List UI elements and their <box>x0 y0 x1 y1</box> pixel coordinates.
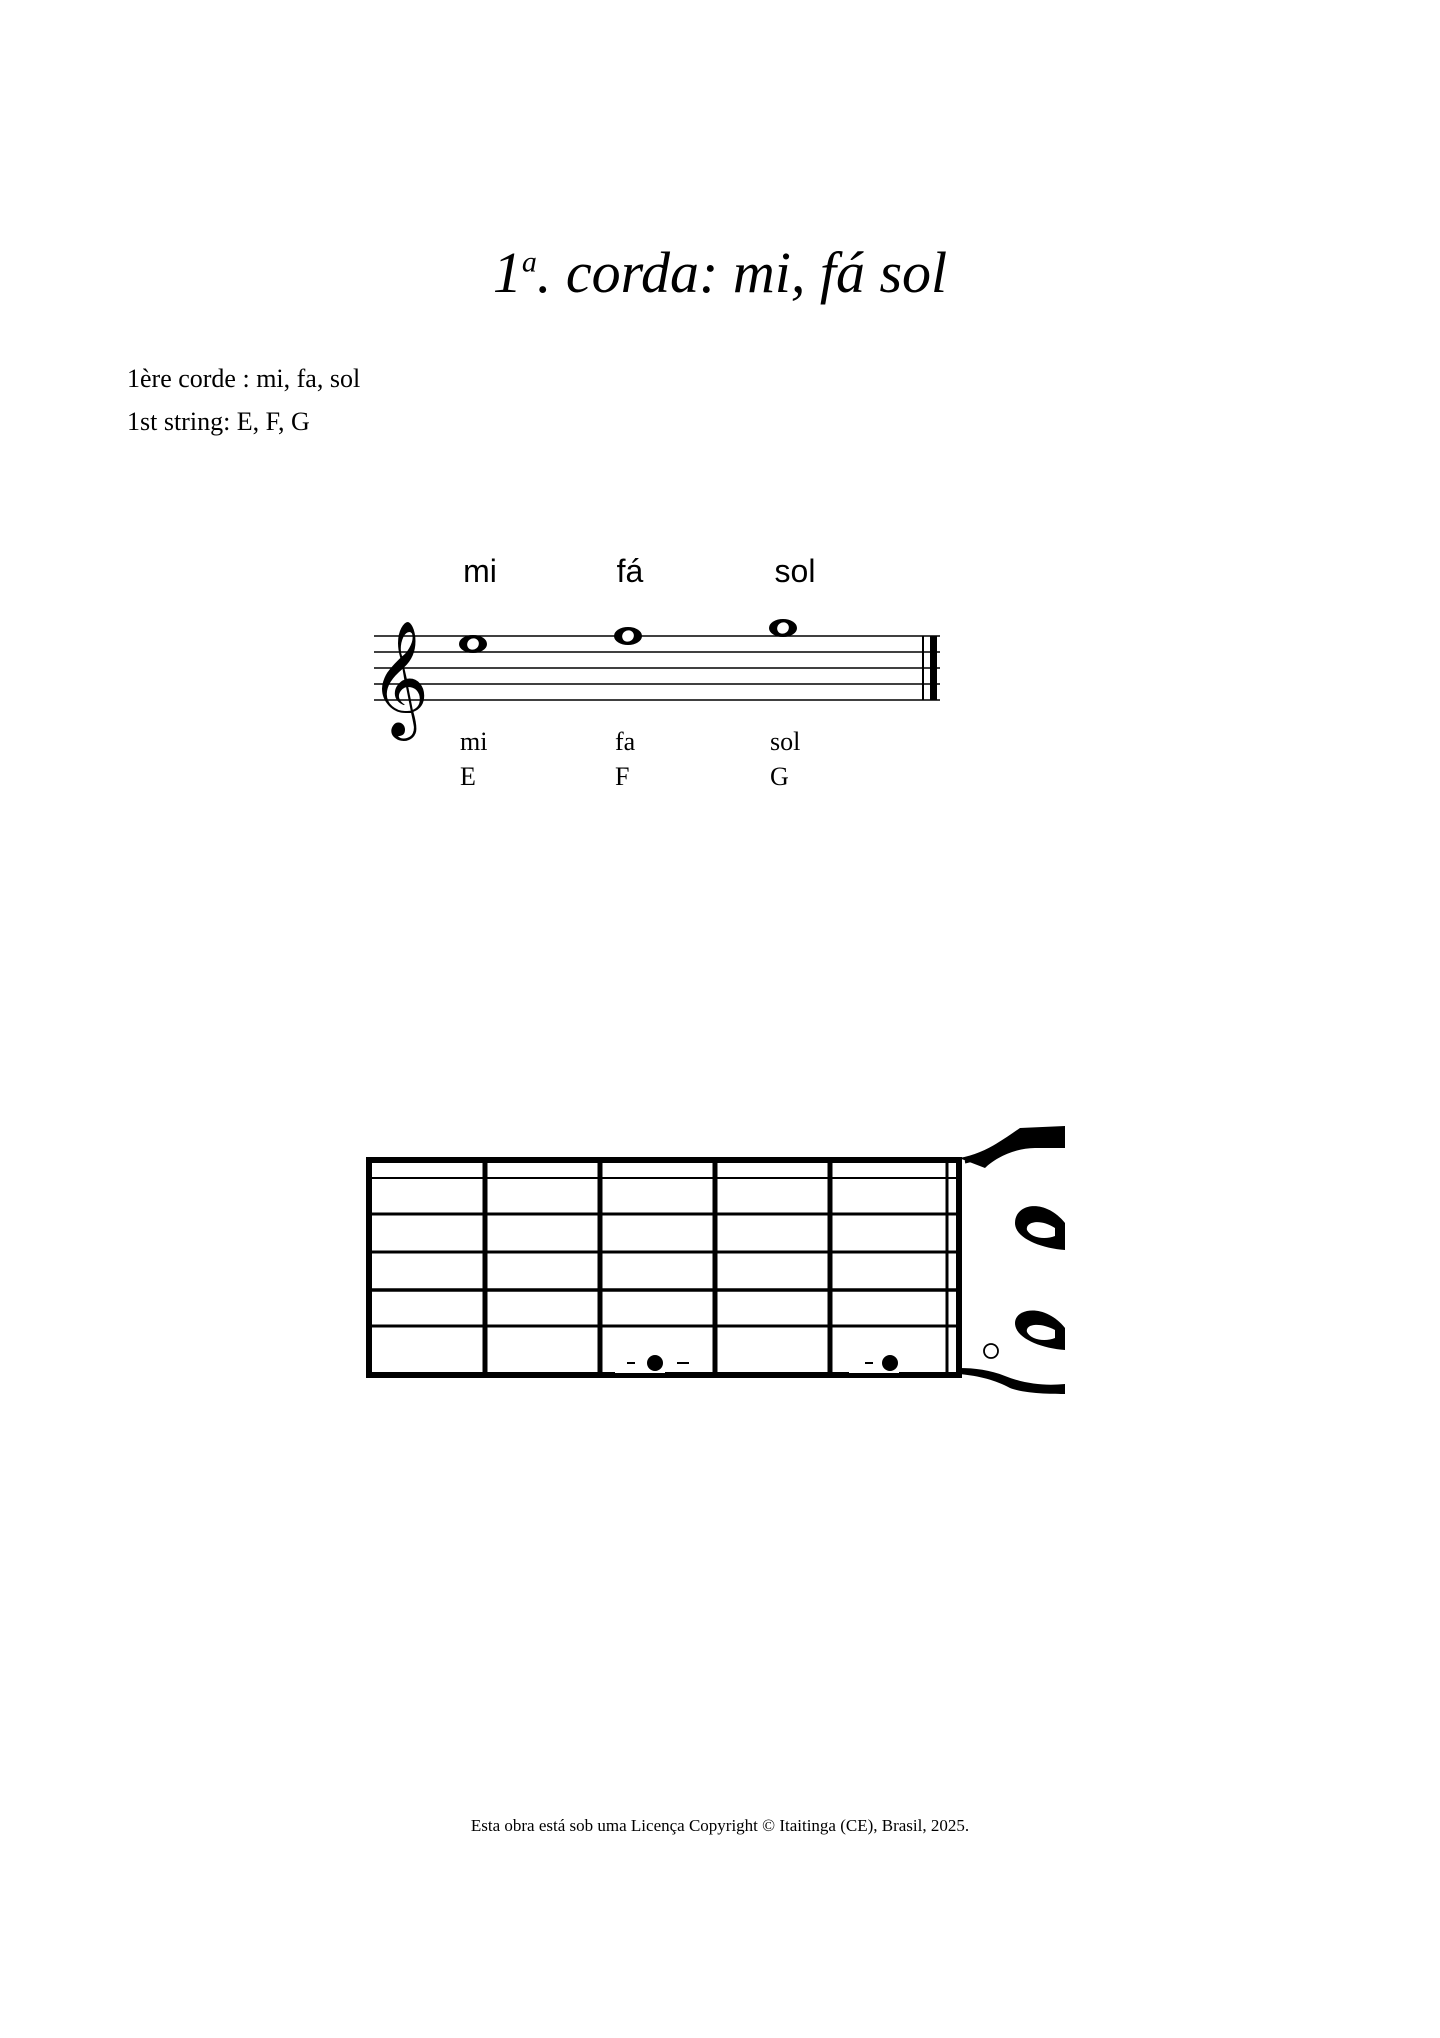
strings <box>369 1178 959 1326</box>
note-label-top-mi: mi <box>463 553 497 589</box>
neck-outline <box>369 1160 959 1375</box>
note-label-fr-fa: fa <box>615 727 636 756</box>
note-label-en-e: E <box>460 762 476 791</box>
whole-note-g <box>769 619 797 637</box>
fret-dot-icon <box>647 1355 663 1371</box>
whole-note-e <box>459 635 487 653</box>
note-label-fr-mi: mi <box>460 727 488 756</box>
fret-dot-icon <box>882 1355 898 1371</box>
open-circle-icon <box>984 1344 998 1358</box>
note-label-en-g: G <box>770 762 789 791</box>
music-staff <box>360 540 960 800</box>
nut <box>947 1160 959 1375</box>
note-label-fr-sol: sol <box>770 727 801 756</box>
page-title <box>0 238 1440 308</box>
staff-lines <box>374 636 940 700</box>
copyright-footer: Esta obra está sob uma Licença Copyright © Itaitinga (CE), Brasil, 2025. <box>470 1816 970 1835</box>
frets <box>485 1160 830 1375</box>
note-label-en-f: F <box>615 762 630 791</box>
note-label-top-fa: fá <box>616 553 644 589</box>
title-superscript: a <box>521 245 537 279</box>
subtitle-english: 1st string: E, F, G <box>127 407 310 436</box>
headstock-icon <box>959 1126 1065 1394</box>
note-label-top-sol: sol <box>774 553 816 589</box>
subtitle-french: 1ère corde : mi, fa, sol <box>127 364 361 393</box>
title-text: . corda: mi, fá sol <box>536 240 948 305</box>
whole-note-f <box>614 627 642 645</box>
treble-clef-icon: 𝄞 <box>370 619 430 736</box>
title-number: 1 <box>492 240 522 305</box>
fretboard-diagram <box>365 1118 1085 1408</box>
